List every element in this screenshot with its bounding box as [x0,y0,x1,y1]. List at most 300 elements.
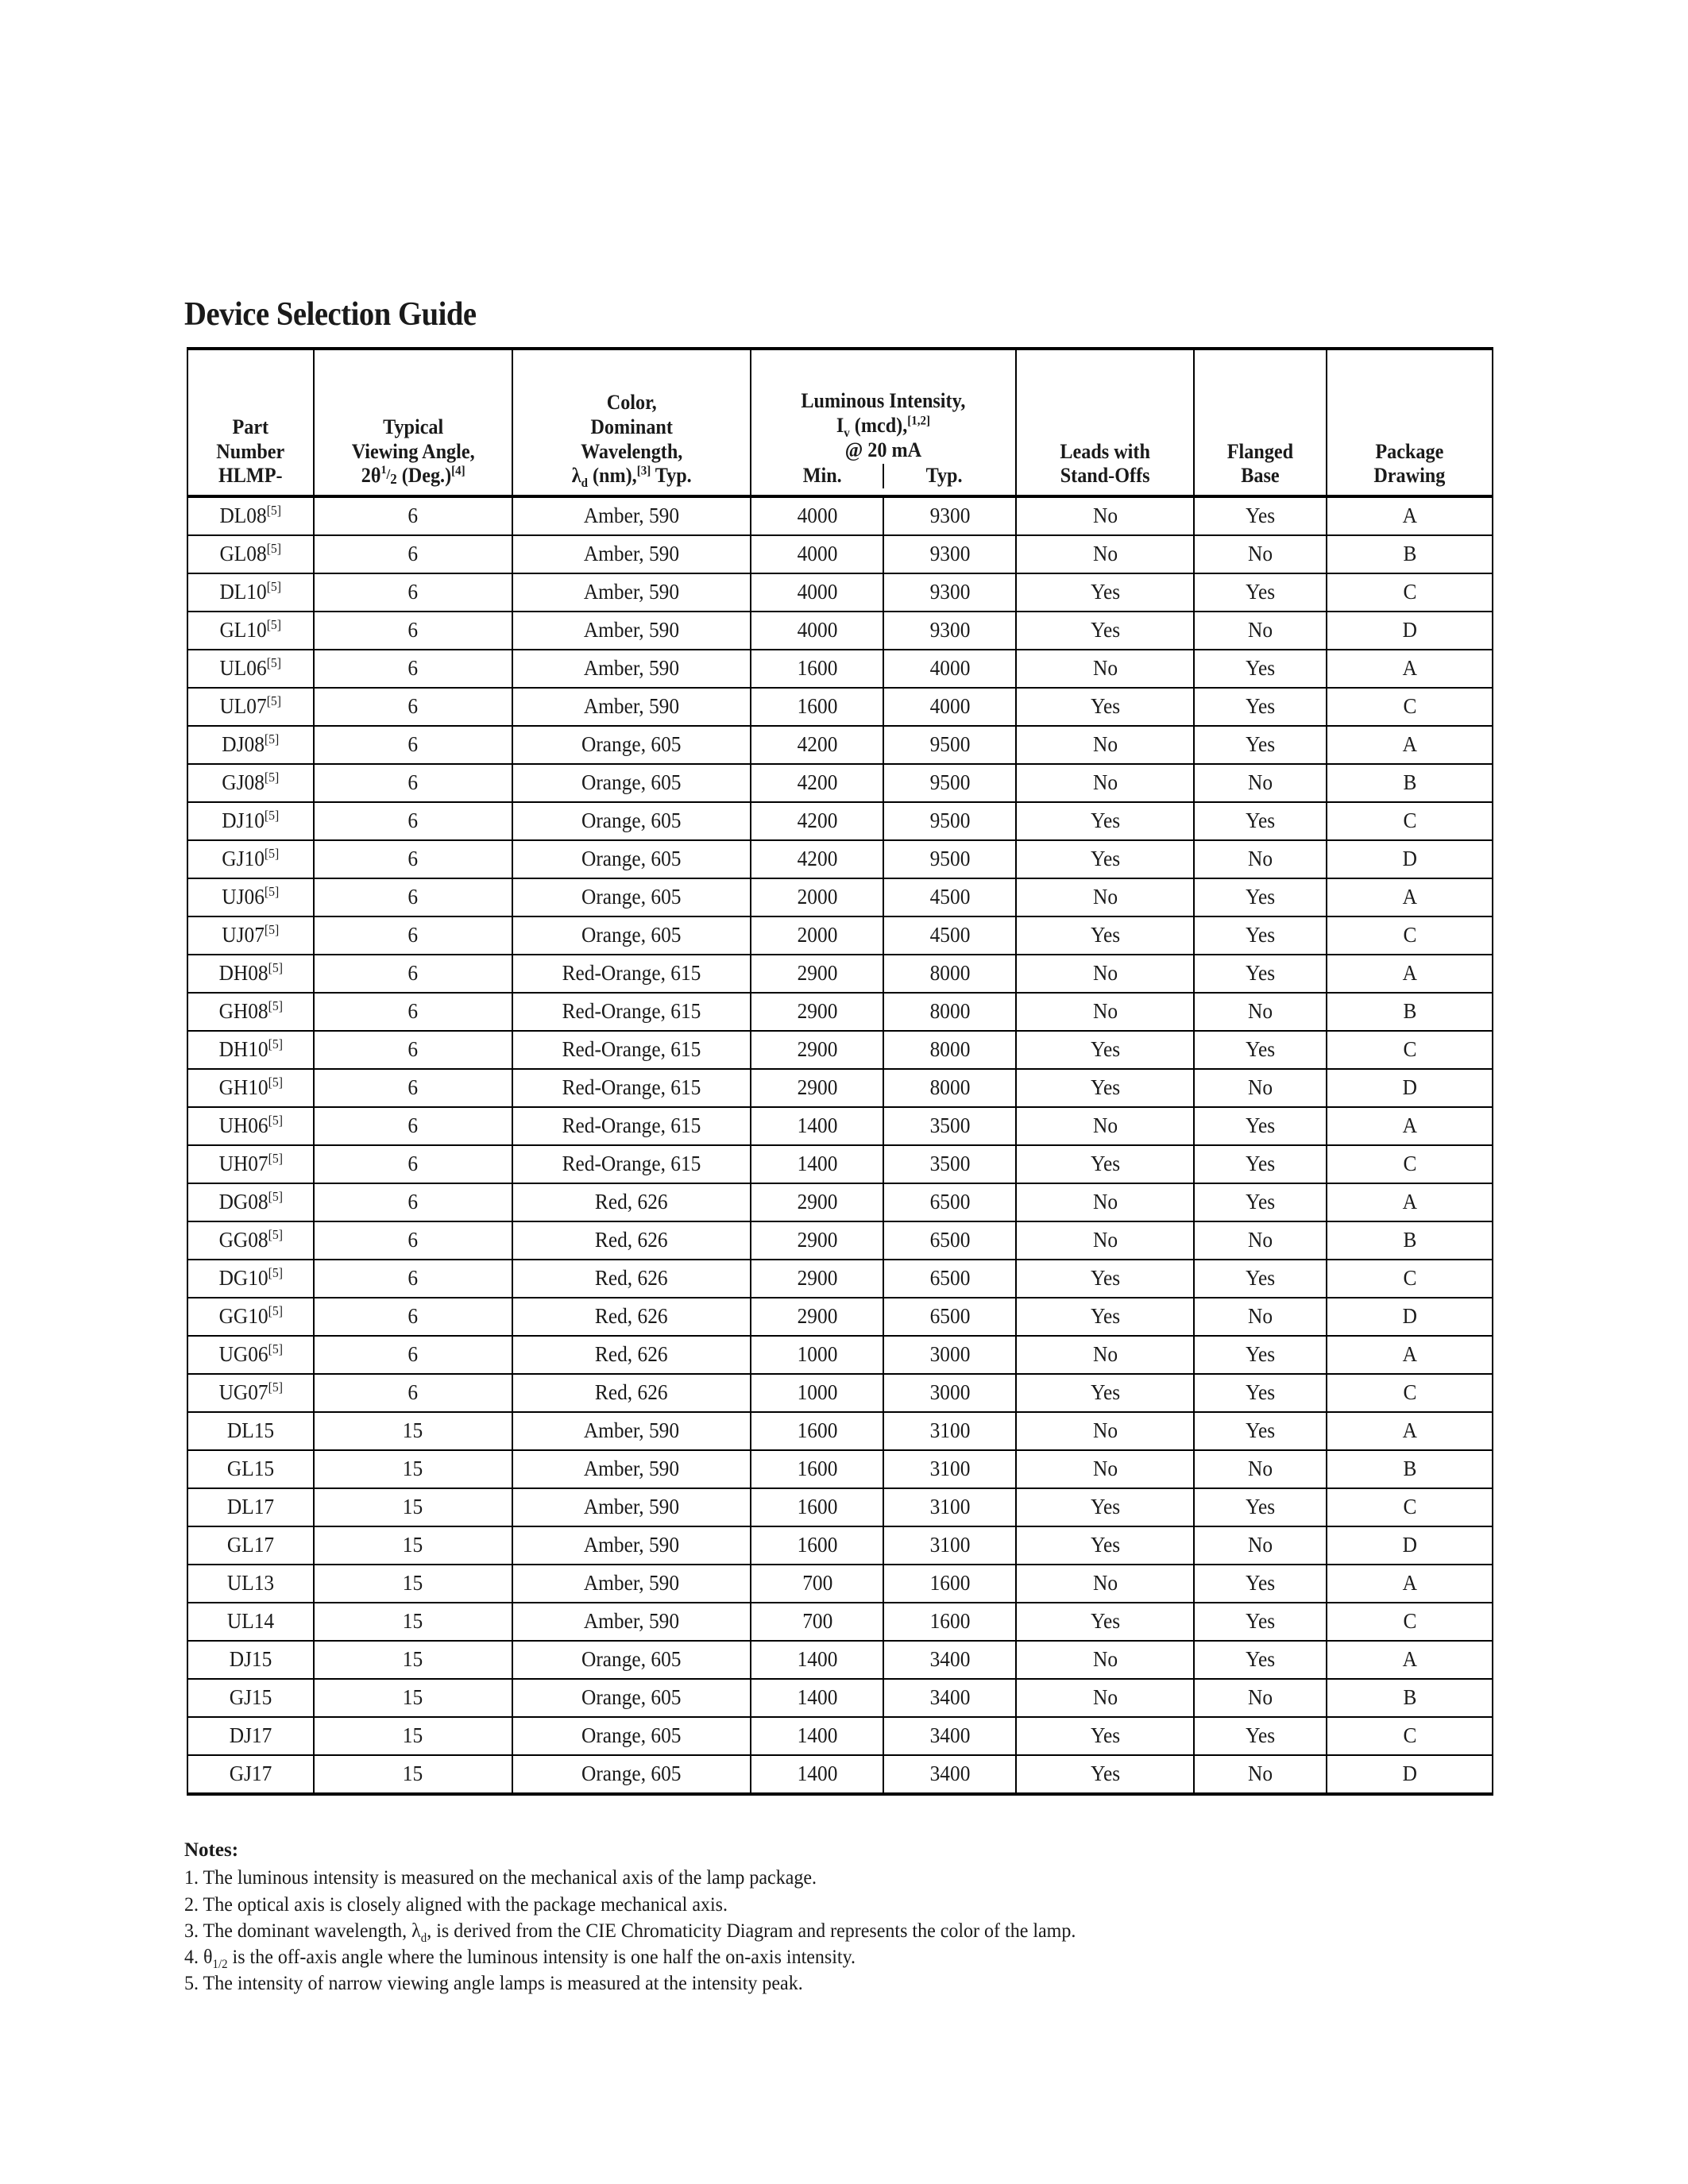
cell-luminous-min-text: 1400 [797,1113,838,1138]
cell-luminous-typ-text: 3400 [929,1685,971,1710]
half-fraction: $^1$/2 [380,463,397,487]
footnote-ref-3: [3] [636,464,651,478]
cell-leads-standoffs-text: No [1092,1647,1118,1672]
cell-leads-standoffs-text: No [1092,656,1118,681]
notes-section [184,1837,1535,1997]
cell-luminous-typ [883,1526,1016,1565]
cell-color-wavelength [512,1145,751,1183]
cell-package-drawing [1327,1145,1493,1183]
footnote-ref-5: [5] [266,617,282,633]
cell-luminous-min [751,1679,883,1717]
cell-flanged-base-text: Yes [1246,1342,1276,1367]
table-header [187,349,1493,496]
cell-part-number [187,878,314,916]
table-row [187,1107,1493,1145]
col-header-leads-standoffs [1016,349,1194,496]
cell-luminous-typ-text: 3400 [929,1761,971,1786]
cell-luminous-min-text: 2900 [797,1190,838,1214]
col-header-lum-min: Min. [763,464,884,488]
cell-part-number-text: UH06[5] [218,1113,283,1138]
cell-luminous-min-text: 1000 [797,1342,838,1367]
cell-color-wavelength-text: Red-Orange, 615 [562,1075,701,1100]
cell-luminous-min [751,955,883,993]
cell-luminous-typ-text: 9300 [929,618,971,642]
cell-viewing-angle-text: 15 [403,1685,423,1710]
col-header-flanged-base [1194,349,1327,496]
cell-part-number-text: DG10[5] [218,1265,283,1291]
cell-package-drawing [1327,878,1493,916]
cell-color-wavelength-text: Amber, 590 [584,1495,680,1519]
cell-flanged-base [1194,764,1327,802]
cell-viewing-angle-text: 15 [403,1571,423,1596]
cell-luminous-min [751,1450,883,1488]
cell-luminous-min [751,688,883,726]
cell-luminous-typ-text: 9500 [929,770,971,795]
cell-part-number-text: UL06[5] [219,655,282,681]
cell-flanged-base-text: No [1248,999,1273,1024]
cell-luminous-min-text: 1600 [797,694,838,719]
cell-color-wavelength [512,1031,751,1069]
cell-luminous-typ [883,1374,1016,1412]
cell-flanged-base-text: Yes [1246,1609,1276,1634]
cell-flanged-base [1194,1374,1327,1412]
cell-flanged-base-text: No [1248,1304,1273,1329]
cell-luminous-min-text: 2000 [797,885,838,909]
cell-luminous-typ-text: 3000 [929,1342,971,1367]
cell-viewing-angle-text: 6 [408,770,419,795]
cell-part-number [187,726,314,764]
cell-part-number [187,650,314,688]
cell-leads-standoffs-text: Yes [1090,1152,1120,1176]
table-row [187,1031,1493,1069]
cell-viewing-angle [314,878,512,916]
table-row [187,1603,1493,1641]
cell-leads-standoffs-text: No [1092,542,1118,566]
cell-package-drawing [1327,1336,1493,1374]
cell-leads-standoffs [1016,1412,1194,1450]
cell-color-wavelength [512,1755,751,1794]
cell-flanged-base-text: No [1248,618,1273,642]
cell-luminous-typ [883,1336,1016,1374]
cell-luminous-typ [883,916,1016,955]
cell-luminous-min [751,1145,883,1183]
table-row [187,955,1493,993]
cell-luminous-typ [883,1031,1016,1069]
cell-color-wavelength [512,1450,751,1488]
cell-flanged-base [1194,955,1327,993]
cell-part-number [187,1374,314,1412]
cell-flanged-base-text: Yes [1246,732,1276,757]
cell-package-drawing [1327,1107,1493,1145]
cell-color-wavelength-text: Orange, 605 [581,732,682,757]
cell-package-drawing-text: D [1402,1075,1417,1100]
cell-flanged-base [1194,993,1327,1031]
cell-flanged-base-text: Yes [1246,961,1276,986]
cell-color-wavelength-text: Red, 626 [595,1380,668,1405]
table-body [187,496,1493,1794]
cell-flanged-base-text: No [1248,1533,1273,1557]
cell-viewing-angle [314,1183,512,1221]
footnote-ref-1-2: [1,2] [907,414,931,428]
cell-luminous-min-text: 2900 [797,999,838,1024]
cell-luminous-min [751,878,883,916]
col-header-part-number [187,349,314,496]
cell-luminous-typ [883,1488,1016,1526]
cell-viewing-angle-text: 6 [408,847,419,871]
table-row [187,802,1493,840]
cell-package-drawing-text: B [1403,1685,1417,1710]
cell-flanged-base [1194,840,1327,878]
cell-color-wavelength-text: Amber, 590 [584,1609,680,1634]
cell-leads-standoffs [1016,1526,1194,1565]
cell-luminous-min [751,1717,883,1755]
cell-luminous-min-text: 1600 [797,1533,838,1557]
table-row [187,1488,1493,1526]
col-header-package-line-2: Drawing [1373,464,1446,488]
cell-color-wavelength-text: Amber, 590 [584,1571,680,1596]
cell-viewing-angle [314,496,512,535]
table-row [187,1374,1493,1412]
device-selection-table-wrapper [187,347,1493,1796]
cell-leads-standoffs [1016,1603,1194,1641]
cell-viewing-angle [314,1298,512,1336]
cell-package-drawing [1327,916,1493,955]
cell-luminous-typ [883,1755,1016,1794]
cell-viewing-angle-text: 6 [408,1342,419,1367]
cell-leads-standoffs [1016,496,1194,535]
cell-luminous-min-text: 700 [802,1571,832,1596]
cell-flanged-base-text: Yes [1246,1571,1276,1596]
cell-part-number [187,1641,314,1679]
cell-flanged-base [1194,1412,1327,1450]
cell-leads-standoffs-text: Yes [1090,1723,1120,1748]
cell-part-number-text: UH07[5] [218,1151,283,1176]
cell-package-drawing [1327,993,1493,1031]
cell-part-number [187,1107,314,1145]
col-header-angle-line-2: Viewing Angle, [351,439,475,463]
note-item: 3. The dominant wavelength, $\lambda_d$, is derived from the CIE Chromaticity Diagram and represents the color of the lamp. [184,1920,1076,1945]
cell-luminous-min [751,802,883,840]
cell-flanged-base-text: No [1248,1228,1273,1252]
cell-viewing-angle [314,726,512,764]
footnote-ref-5: [5] [264,808,280,824]
cell-leads-standoffs-text: No [1092,1190,1118,1214]
cell-flanged-base-text: Yes [1246,1266,1276,1291]
cell-luminous-min [751,1260,883,1298]
col-header-lum-line-2: $I_v$ (mcd),[1,2] [836,413,931,441]
table-row [187,496,1493,535]
col-header-leads-line-2: Stand-Offs [1060,464,1150,488]
cell-part-number [187,535,314,573]
cell-part-number [187,764,314,802]
cell-viewing-angle [314,1755,512,1794]
cell-viewing-angle [314,1526,512,1565]
cell-luminous-typ [883,1221,1016,1260]
cell-color-wavelength [512,1717,751,1755]
cell-luminous-typ [883,612,1016,650]
cell-part-number [187,496,314,535]
cell-color-wavelength-text: Red-Orange, 615 [562,1113,701,1138]
col-header-lum-line-3: @ 20 mA [845,438,922,461]
cell-package-drawing [1327,1717,1493,1755]
cell-leads-standoffs-text: No [1092,1685,1118,1710]
cell-luminous-typ-text: 4000 [929,656,971,681]
cell-viewing-angle-text: 15 [403,1533,423,1557]
cell-luminous-min [751,1221,883,1260]
luminous-subheaders [763,464,1005,488]
cell-viewing-angle-text: 6 [408,923,419,947]
cell-part-number-text: DL15 [226,1418,274,1443]
cell-flanged-base [1194,1488,1327,1526]
cell-color-wavelength-text: Amber, 590 [584,580,680,604]
cell-luminous-typ [883,1145,1016,1183]
cell-flanged-base [1194,1679,1327,1717]
cell-leads-standoffs [1016,955,1194,993]
cell-leads-standoffs [1016,1679,1194,1717]
cell-viewing-angle [314,535,512,573]
cell-leads-standoffs [1016,916,1194,955]
footnote-ref-5: [5] [264,884,280,900]
cell-color-wavelength [512,1069,751,1107]
cell-package-drawing [1327,1755,1493,1794]
cell-flanged-base-text: No [1248,847,1273,871]
cell-package-drawing-text: C [1403,808,1417,833]
cell-package-drawing-text: D [1402,1533,1417,1557]
cell-flanged-base [1194,1031,1327,1069]
cell-luminous-typ-text: 1600 [929,1609,971,1634]
cell-package-drawing-text: B [1403,542,1417,566]
footnote-ref-5: [5] [264,731,280,747]
table-row [187,1717,1493,1755]
cell-viewing-angle-text: 15 [403,1723,423,1748]
footnote-ref-5: [5] [268,1151,283,1167]
cell-part-number [187,1679,314,1717]
cell-package-drawing [1327,1603,1493,1641]
cell-luminous-typ-text: 3500 [929,1113,971,1138]
table-row [187,1641,1493,1679]
cell-package-drawing [1327,726,1493,764]
cell-luminous-typ-text: 9300 [929,580,971,604]
cell-luminous-min [751,993,883,1031]
cell-flanged-base-text: Yes [1246,1418,1276,1443]
cell-luminous-typ [883,1679,1016,1717]
cell-color-wavelength [512,1603,751,1641]
cell-package-drawing [1327,1031,1493,1069]
cell-luminous-min-text: 2900 [797,1266,838,1291]
cell-leads-standoffs-text: Yes [1090,808,1120,833]
cell-package-drawing [1327,612,1493,650]
cell-flanged-base [1194,688,1327,726]
cell-luminous-typ [883,1565,1016,1603]
note-item: 4. $\theta_{1/2}$ is the off-axis angle where the luminous intensity is one half the on-axis intensity. [184,1947,856,1971]
cell-viewing-angle [314,1069,512,1107]
cell-flanged-base-text: Yes [1246,808,1276,833]
cell-part-number [187,1412,314,1450]
cell-part-number [187,573,314,612]
col-header-leads-line-1: Leads with [1060,439,1151,463]
notes-title: Notes: [184,1839,239,1861]
cell-viewing-angle-text: 6 [408,1190,419,1214]
cell-flanged-base [1194,1641,1327,1679]
cell-viewing-angle [314,840,512,878]
cell-part-number-text: UL13 [226,1571,274,1596]
cell-leads-standoffs [1016,764,1194,802]
cell-part-number [187,1145,314,1183]
cell-part-number-text: GJ17 [229,1761,272,1786]
cell-flanged-base-text: Yes [1246,1152,1276,1176]
cell-part-number [187,1526,314,1565]
cell-viewing-angle-text: 6 [408,656,419,681]
col-header-lum-line-1: Luminous Intensity, [801,389,966,413]
cell-viewing-angle [314,764,512,802]
cell-color-wavelength [512,1298,751,1336]
cell-package-drawing-text: A [1402,656,1417,681]
cell-part-number-text: GG10[5] [218,1303,283,1329]
cell-package-drawing-text: A [1402,732,1417,757]
note-item: 1. The luminous intensity is measured on the mechanical axis of the lamp package. [184,1867,817,1889]
cell-part-number-text: GL08[5] [219,541,282,566]
col-header-part-line-3: HLMP- [218,464,283,488]
table-row [187,1412,1493,1450]
cell-luminous-min-text: 4000 [797,580,838,604]
cell-color-wavelength [512,1336,751,1374]
cell-part-number [187,1183,314,1221]
cell-part-number-text: GJ15 [229,1685,272,1710]
cell-viewing-angle [314,1107,512,1145]
cell-viewing-angle-text: 6 [408,1266,419,1291]
cell-leads-standoffs [1016,1183,1194,1221]
cell-color-wavelength-text: Amber, 590 [584,618,680,642]
cell-flanged-base-text: Yes [1246,1190,1276,1214]
cell-viewing-angle [314,612,512,650]
table-row [187,1221,1493,1260]
col-header-part-line-1: Part [232,415,269,438]
cell-flanged-base [1194,1565,1327,1603]
cell-luminous-min-text: 4200 [797,847,838,871]
footnote-ref-5: [5] [264,922,280,938]
cell-viewing-angle [314,1412,512,1450]
cell-flanged-base-text: No [1248,1685,1273,1710]
cell-flanged-base-text: Yes [1246,1113,1276,1138]
cell-leads-standoffs-text: Yes [1090,1380,1120,1405]
cell-color-wavelength [512,1488,751,1526]
cell-leads-standoffs-text: No [1092,885,1118,909]
cell-viewing-angle-text: 15 [403,1609,423,1634]
cell-luminous-typ-text: 6500 [929,1228,971,1252]
cell-viewing-angle [314,1717,512,1755]
table-row [187,1755,1493,1794]
cell-flanged-base [1194,573,1327,612]
cell-luminous-typ-text: 3400 [929,1647,971,1672]
cell-luminous-typ-text: 9500 [929,732,971,757]
cell-luminous-typ-text: 9500 [929,808,971,833]
cell-leads-standoffs [1016,1717,1194,1755]
table-row [187,993,1493,1031]
cell-package-drawing [1327,1412,1493,1450]
cell-color-wavelength-text: Orange, 605 [581,1761,682,1786]
cell-color-wavelength [512,650,751,688]
cell-luminous-min-text: 4200 [797,808,838,833]
cell-color-wavelength-text: Orange, 605 [581,847,682,871]
cell-flanged-base [1194,1069,1327,1107]
cell-color-wavelength-text: Amber, 590 [584,1457,680,1481]
cell-color-wavelength-text: Red-Orange, 615 [562,999,701,1024]
cell-leads-standoffs-text: No [1092,1457,1118,1481]
cell-luminous-min [751,1374,883,1412]
table-row [187,726,1493,764]
cell-part-number [187,1488,314,1526]
col-header-color-wavelength [512,349,751,496]
cell-color-wavelength [512,726,751,764]
cell-package-drawing-text: A [1402,1190,1417,1214]
cell-luminous-min [751,1412,883,1450]
cell-leads-standoffs [1016,612,1194,650]
cell-luminous-typ [883,726,1016,764]
cell-leads-standoffs-text: No [1092,1571,1118,1596]
footnote-ref-5: [5] [268,960,283,976]
cell-package-drawing [1327,1450,1493,1488]
cell-color-wavelength-text: Red-Orange, 615 [562,961,701,986]
cell-leads-standoffs [1016,1260,1194,1298]
cell-viewing-angle [314,573,512,612]
cell-flanged-base [1194,1717,1327,1755]
cell-luminous-typ [883,573,1016,612]
cell-luminous-min-text: 2900 [797,961,838,986]
cell-leads-standoffs [1016,993,1194,1031]
cell-leads-standoffs [1016,650,1194,688]
cell-luminous-min [751,1488,883,1526]
cell-part-number [187,688,314,726]
cell-viewing-angle-text: 15 [403,1647,423,1672]
cell-viewing-angle-text: 6 [408,1075,419,1100]
cell-luminous-min [751,840,883,878]
cell-leads-standoffs-text: Yes [1090,1037,1120,1062]
cell-color-wavelength [512,612,751,650]
cell-color-wavelength-text: Red, 626 [595,1304,668,1329]
cell-flanged-base [1194,1336,1327,1374]
cell-luminous-typ [883,496,1016,535]
cell-color-wavelength-text: Orange, 605 [581,1685,682,1710]
cell-leads-standoffs [1016,840,1194,878]
cell-luminous-typ [883,535,1016,573]
cell-viewing-angle-text: 15 [403,1457,423,1481]
cell-luminous-min [751,650,883,688]
cell-viewing-angle-text: 6 [408,961,419,986]
cell-package-drawing [1327,1526,1493,1565]
cell-viewing-angle-text: 6 [408,580,419,604]
cell-leads-standoffs [1016,726,1194,764]
cell-color-wavelength [512,1412,751,1450]
cell-luminous-min [751,535,883,573]
col-header-package-line-1: Package [1375,439,1444,463]
cell-color-wavelength-text: Orange, 605 [581,1647,682,1672]
cell-viewing-angle [314,1145,512,1183]
cell-package-drawing [1327,650,1493,688]
cell-luminous-typ-text: 3100 [929,1418,971,1443]
cell-leads-standoffs [1016,1298,1194,1336]
col-header-color-line-2: Dominant [590,415,673,438]
cell-leads-standoffs-text: No [1092,999,1118,1024]
cell-part-number [187,612,314,650]
cell-luminous-min [751,1298,883,1336]
cell-luminous-min-text: 1400 [797,1723,838,1748]
cell-part-number [187,1298,314,1336]
cell-leads-standoffs-text: No [1092,1113,1118,1138]
cell-part-number [187,1069,314,1107]
cell-color-wavelength-text: Amber, 590 [584,694,680,719]
cell-color-wavelength [512,496,751,535]
col-header-package-drawing [1327,349,1493,496]
